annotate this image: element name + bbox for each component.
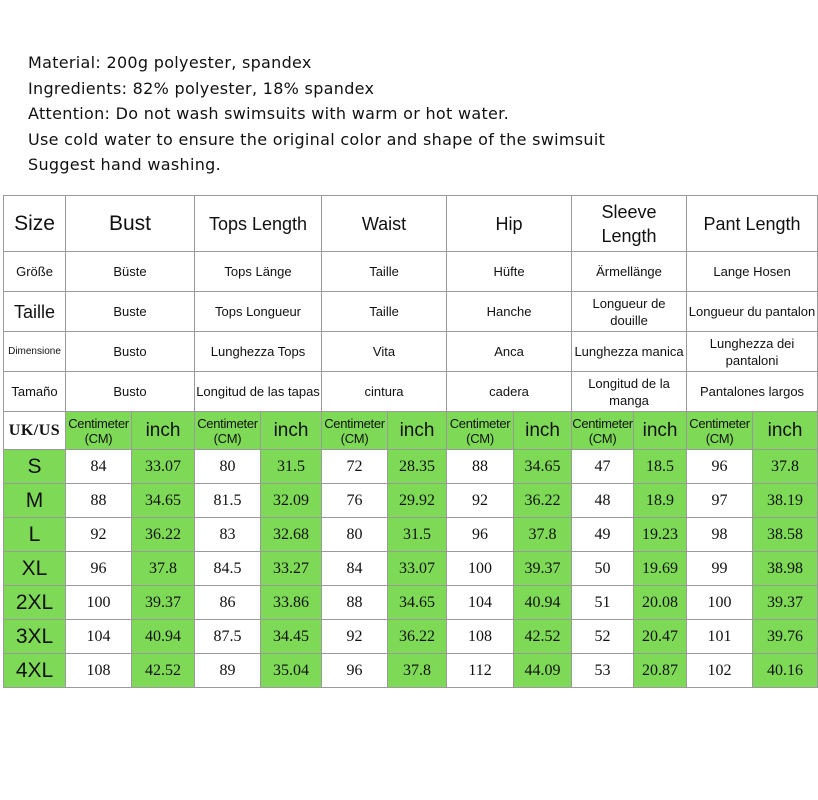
product-notes <box>28 50 788 178</box>
waist-cm-value: 92 <box>322 620 388 654</box>
translation-row-fr <box>4 292 818 332</box>
hip-translation: Hüfte <box>447 252 572 292</box>
translation-label: Dimensione <box>4 332 66 372</box>
sleeve-length-cm-value: 48 <box>572 484 634 518</box>
hip-inch-value: 37.8 <box>514 518 572 552</box>
sleeve-length-cm-value: 47 <box>572 450 634 484</box>
sleeve-length-translation: Lunghezza manica <box>572 332 687 372</box>
pant-length-inch-value: 38.98 <box>753 552 818 586</box>
waist-cm-value: 76 <box>322 484 388 518</box>
hip-translation: cadera <box>447 372 572 412</box>
bust-translation: Busto <box>66 332 195 372</box>
size-row-l <box>4 518 818 552</box>
hip-cm-value: 112 <box>447 654 514 688</box>
sleeve-length-inch-value: 18.9 <box>634 484 687 518</box>
pant-length-inch-unit: inch <box>753 412 818 450</box>
sleeve-length-inch-unit: inch <box>634 412 687 450</box>
size-row-xl <box>4 552 818 586</box>
pant-length-inch-value: 38.19 <box>753 484 818 518</box>
size-label: 4XL <box>4 654 66 688</box>
bust-header: Bust <box>66 196 195 252</box>
waist-cm-unit: Centimeter (CM) <box>322 412 388 450</box>
pant-length-cm-value: 102 <box>687 654 753 688</box>
hip-cm-value: 88 <box>447 450 514 484</box>
waist-cm-value: 84 <box>322 552 388 586</box>
pant-length-translation: Lunghezza dei pantaloni <box>687 332 818 372</box>
bust-inch-value: 42.52 <box>132 654 195 688</box>
hip-inch-value: 36.22 <box>514 484 572 518</box>
pant-length-inch-value: 40.16 <box>753 654 818 688</box>
bust-inch-value: 37.8 <box>132 552 195 586</box>
pant-length-cm-value: 100 <box>687 586 753 620</box>
hand-wash-note: Suggest hand washing. <box>28 155 221 174</box>
translation-label: Größe <box>4 252 66 292</box>
bust-inch-unit: inch <box>132 412 195 450</box>
tops-length-cm-value: 86 <box>195 586 261 620</box>
size-row-4xl <box>4 654 818 688</box>
waist-translation: Taille <box>322 292 447 332</box>
hip-inch-unit: inch <box>514 412 572 450</box>
pant-length-cm-value: 97 <box>687 484 753 518</box>
bust-inch-value: 39.37 <box>132 586 195 620</box>
translation-label: Tamaño <box>4 372 66 412</box>
tops-length-inch-value: 32.09 <box>261 484 322 518</box>
sleeve-length-inch-value: 19.23 <box>634 518 687 552</box>
bust-cm-value: 88 <box>66 484 132 518</box>
waist-inch-value: 36.22 <box>388 620 447 654</box>
bust-inch-value: 36.22 <box>132 518 195 552</box>
hip-translation: Hanche <box>447 292 572 332</box>
sleeve-length-header: Sleeve Length <box>572 196 687 252</box>
units-row <box>4 412 818 450</box>
tops-length-inch-value: 33.86 <box>261 586 322 620</box>
waist-cm-value: 88 <box>322 586 388 620</box>
pant-length-translation: Lange Hosen <box>687 252 818 292</box>
size-label: 2XL <box>4 586 66 620</box>
hip-inch-value: 34.65 <box>514 450 572 484</box>
sleeve-length-inch-value: 20.87 <box>634 654 687 688</box>
pant-length-header: Pant Length <box>687 196 818 252</box>
translation-row-it <box>4 332 818 372</box>
translation-row-de <box>4 252 818 292</box>
tops-length-translation: Longitud de las tapas <box>195 372 322 412</box>
pant-length-cm-value: 101 <box>687 620 753 654</box>
waist-inch-unit: inch <box>388 412 447 450</box>
sleeve-length-cm-value: 53 <box>572 654 634 688</box>
sleeve-length-cm-value: 51 <box>572 586 634 620</box>
cold-water-note: Use cold water to ensure the original color and shape of the swimsuit <box>28 129 606 149</box>
pant-length-translation: Pantalones largos <box>687 372 818 412</box>
header-row <box>4 196 818 252</box>
pant-length-cm-value: 99 <box>687 552 753 586</box>
translation-label: Taille <box>4 292 66 332</box>
bust-cm-value: 104 <box>66 620 132 654</box>
waist-inch-value: 28.35 <box>388 450 447 484</box>
sleeve-length-inch-value: 19.69 <box>634 552 687 586</box>
hip-cm-value: 100 <box>447 552 514 586</box>
tops-length-translation: Tops Longueur <box>195 292 322 332</box>
hip-inch-value: 40.94 <box>514 586 572 620</box>
tops-length-inch-unit: inch <box>261 412 322 450</box>
bust-cm-value: 92 <box>66 518 132 552</box>
material-note: Material: 200g polyester, spandex <box>28 53 312 72</box>
size-label: M <box>4 484 66 518</box>
hip-translation: Anca <box>447 332 572 372</box>
waist-inch-value: 37.8 <box>388 654 447 688</box>
bust-inch-value: 33.07 <box>132 450 195 484</box>
sleeve-length-cm-value: 52 <box>572 620 634 654</box>
tops-length-inch-value: 32.68 <box>261 518 322 552</box>
hip-inch-value: 39.37 <box>514 552 572 586</box>
hip-inch-value: 42.52 <box>514 620 572 654</box>
tops-length-cm-unit: Centimeter (CM) <box>195 412 261 450</box>
waist-cm-value: 72 <box>322 450 388 484</box>
waist-translation: Vita <box>322 332 447 372</box>
tops-length-cm-value: 83 <box>195 518 261 552</box>
size-row-s <box>4 450 818 484</box>
size-row-3xl <box>4 620 818 654</box>
translation-row-es <box>4 372 818 412</box>
tops-length-cm-value: 81.5 <box>195 484 261 518</box>
tops-length-inch-value: 34.45 <box>261 620 322 654</box>
size-label: L <box>4 518 66 552</box>
waist-translation: Taille <box>322 252 447 292</box>
size-row-2xl <box>4 586 818 620</box>
ingredients-note: Ingredients: 82% polyester, 18% spandex <box>28 78 375 98</box>
size-row-m <box>4 484 818 518</box>
sleeve-length-cm-value: 50 <box>572 552 634 586</box>
hip-cm-value: 108 <box>447 620 514 654</box>
hip-cm-value: 104 <box>447 586 514 620</box>
pant-length-inch-value: 39.76 <box>753 620 818 654</box>
waist-cm-value: 80 <box>322 518 388 552</box>
tops-length-cm-value: 89 <box>195 654 261 688</box>
hip-inch-value: 44.09 <box>514 654 572 688</box>
waist-inch-value: 29.92 <box>388 484 447 518</box>
waist-inch-value: 31.5 <box>388 518 447 552</box>
size-label: 3XL <box>4 620 66 654</box>
tops-length-translation: Tops Länge <box>195 252 322 292</box>
bust-translation: Busto <box>66 372 195 412</box>
sleeve-length-translation: Ärmellänge <box>572 252 687 292</box>
pant-length-translation: Longueur du pantalon <box>687 292 818 332</box>
hip-cm-unit: Centimeter (CM) <box>447 412 514 450</box>
bust-inch-value: 34.65 <box>132 484 195 518</box>
attention-note: Attention: Do not wash swimsuits with warm or hot water. <box>28 104 509 123</box>
tops-length-inch-value: 35.04 <box>261 654 322 688</box>
tops-length-cm-value: 84.5 <box>195 552 261 586</box>
bust-translation: Büste <box>66 252 195 292</box>
size-label: XL <box>4 552 66 586</box>
hip-header: Hip <box>447 196 572 252</box>
tops-length-cm-value: 87.5 <box>195 620 261 654</box>
size-label: S <box>4 450 66 484</box>
tops-length-inch-value: 33.27 <box>261 552 322 586</box>
hip-cm-value: 96 <box>447 518 514 552</box>
pant-length-inch-value: 38.58 <box>753 518 818 552</box>
pant-length-cm-value: 98 <box>687 518 753 552</box>
bust-inch-value: 40.94 <box>132 620 195 654</box>
waist-cm-value: 96 <box>322 654 388 688</box>
hip-cm-value: 92 <box>447 484 514 518</box>
pant-length-cm-unit: Centimeter (CM) <box>687 412 753 450</box>
pant-length-cm-value: 96 <box>687 450 753 484</box>
pant-length-inch-value: 37.8 <box>753 450 818 484</box>
tops-length-translation: Lunghezza Tops <box>195 332 322 372</box>
bust-cm-value: 84 <box>66 450 132 484</box>
bust-cm-value: 108 <box>66 654 132 688</box>
size-chart-table <box>3 195 818 688</box>
sleeve-length-inch-value: 18.5 <box>634 450 687 484</box>
sleeve-length-inch-value: 20.08 <box>634 586 687 620</box>
waist-inch-value: 34.65 <box>388 586 447 620</box>
waist-header: Waist <box>322 196 447 252</box>
sleeve-length-translation: Longueur de douille <box>572 292 687 332</box>
tops-length-header: Tops Length <box>195 196 322 252</box>
bust-cm-value: 96 <box>66 552 132 586</box>
tops-length-inch-value: 31.5 <box>261 450 322 484</box>
bust-cm-value: 100 <box>66 586 132 620</box>
bust-translation: Buste <box>66 292 195 332</box>
size-header: Size <box>4 196 66 252</box>
waist-inch-value: 33.07 <box>388 552 447 586</box>
sleeve-length-inch-value: 20.47 <box>634 620 687 654</box>
tops-length-cm-value: 80 <box>195 450 261 484</box>
uk-us-label: UK/US <box>4 412 66 450</box>
waist-translation: cintura <box>322 372 447 412</box>
bust-cm-unit: Centimeter (CM) <box>66 412 132 450</box>
sleeve-length-cm-unit: Centimeter (CM) <box>572 412 634 450</box>
sleeve-length-translation: Longitud de la manga <box>572 372 687 412</box>
sleeve-length-cm-value: 49 <box>572 518 634 552</box>
pant-length-inch-value: 39.37 <box>753 586 818 620</box>
